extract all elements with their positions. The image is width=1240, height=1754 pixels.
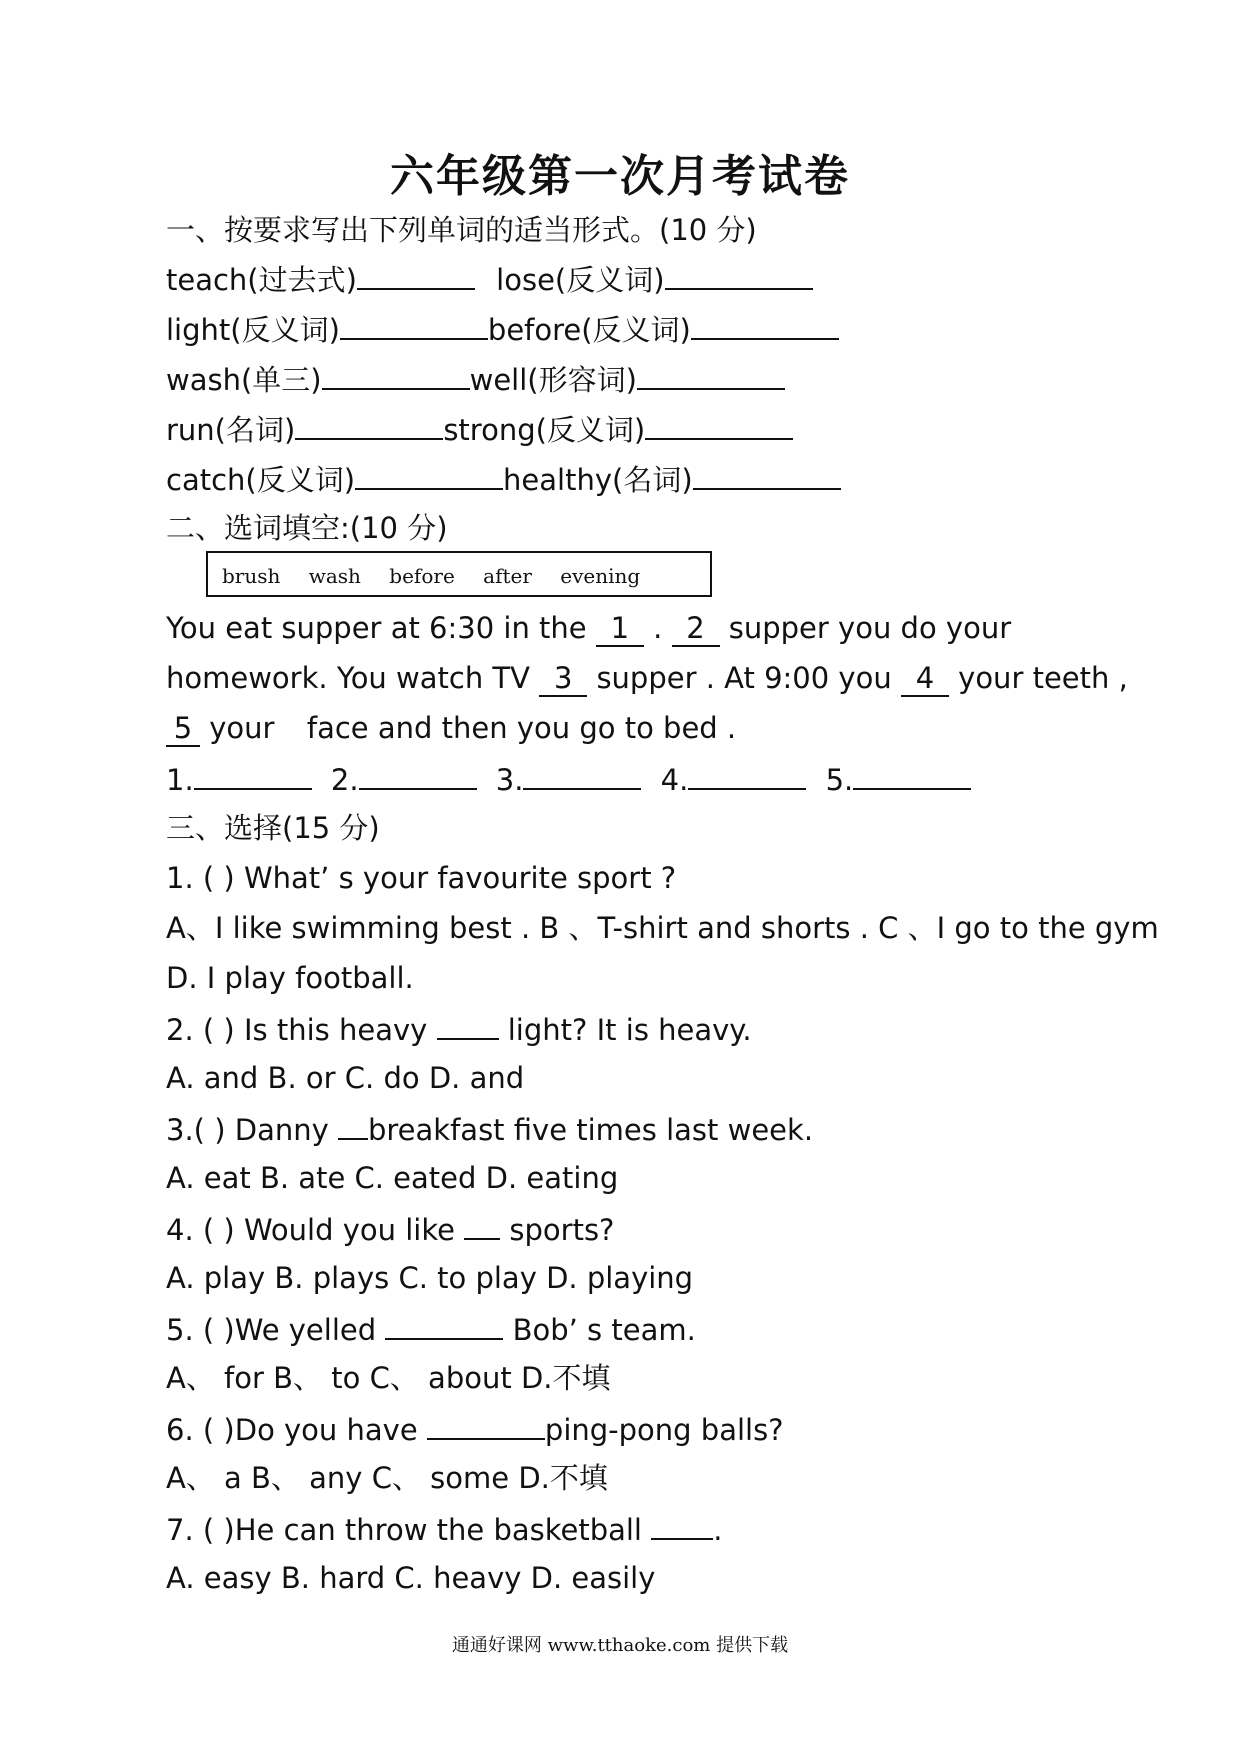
section1-row-3 (166, 358, 785, 400)
page-title: 六年级第一次月考试卷 (390, 151, 850, 202)
answer-blank[interactable] (691, 308, 839, 340)
question-text: 7. ( )He can throw the basketball (166, 1513, 642, 1547)
answer-blank[interactable] (693, 458, 841, 490)
question-5 (166, 1308, 696, 1350)
question-6 (166, 1408, 784, 1450)
passage-blank-4[interactable]: 4 (901, 661, 949, 697)
row2-word-a: light(反义词) (166, 313, 340, 347)
answer-label: 4. (660, 763, 689, 797)
passage-blank-3[interactable]: 3 (539, 661, 587, 697)
word-bank-item: evening (560, 564, 641, 588)
row5-word-a: catch(反义词) (166, 463, 356, 497)
answer-blank[interactable] (338, 1108, 368, 1140)
question-text: 6. ( )Do you have (166, 1413, 418, 1447)
answer-blank[interactable] (651, 1508, 713, 1540)
passage-line-2 (166, 658, 1128, 698)
question-1: 1. ( ) What’ s your favourite sport ? (166, 861, 677, 895)
answer-blank[interactable] (359, 758, 477, 790)
section1-row-1 (166, 258, 813, 300)
question-1-options-b: D. I play football. (166, 961, 414, 995)
row5-word-b: healthy(名词) (503, 463, 693, 497)
answer-blank[interactable] (295, 408, 443, 440)
question-text: light? It is heavy. (507, 1013, 752, 1047)
question-4-options: A. play B. plays C. to play D. playing (166, 1261, 694, 1295)
question-text: ping-pong balls? (544, 1413, 784, 1447)
answer-blank[interactable] (637, 358, 785, 390)
row4-word-b: strong(反义词) (443, 413, 646, 447)
passage-blank-1[interactable]: 1 (596, 611, 644, 647)
question-text: sports? (509, 1213, 615, 1247)
passage-text: homework. You watch TV (166, 661, 530, 695)
question-3 (166, 1108, 813, 1150)
answer-blank[interactable] (355, 458, 503, 490)
passage-text: your (209, 711, 275, 745)
answer-blank[interactable] (427, 1408, 545, 1440)
answer-label: 1. (166, 763, 194, 797)
answer-line (166, 758, 971, 800)
passage-line-1 (166, 608, 1011, 648)
question-6-options: A、 a B、 any C、 some D.不填 (166, 1461, 608, 1495)
row3-word-a: wash(单三) (166, 363, 322, 397)
passage-text: face and then you go to bed . (306, 711, 737, 745)
answer-label: 2. (330, 763, 359, 797)
row1-word-b: lose(反义词) (496, 263, 665, 297)
word-bank-item: after (483, 564, 532, 588)
answer-blank[interactable] (357, 258, 475, 290)
question-text: breakfast five times last week. (367, 1113, 814, 1147)
section1-heading: 一、按要求写出下列单词的适当形式。(10 分) (166, 213, 757, 247)
question-7 (166, 1508, 722, 1550)
question-text: . (713, 1513, 723, 1547)
passage-text: . (653, 611, 663, 645)
question-2 (166, 1008, 752, 1050)
answer-blank[interactable] (437, 1008, 499, 1040)
passage-text: supper . At 9:00 you (596, 661, 892, 695)
row3-word-b: well(形容词) (469, 363, 637, 397)
answer-blank[interactable] (523, 758, 641, 790)
answer-blank[interactable] (665, 258, 813, 290)
passage-blank-2[interactable]: 2 (672, 611, 720, 647)
section1-row-4 (166, 408, 793, 450)
passage-line-3 (166, 708, 736, 748)
answer-blank[interactable] (853, 758, 971, 790)
answer-blank[interactable] (645, 408, 793, 440)
question-3-options: A. eat B. ate C. eated D. eating (166, 1161, 619, 1195)
question-7-options: A. easy B. hard C. heavy D. easily (166, 1561, 656, 1595)
section3-heading: 三、选择(15 分) (166, 811, 380, 845)
word-bank-box (206, 551, 712, 597)
row4-word-a: run(名词) (166, 413, 296, 447)
row1-word-a: teach(过去式) (166, 263, 357, 297)
passage-text: supper you do your (728, 611, 1012, 645)
question-4 (166, 1208, 614, 1250)
question-1-options-a: A、I like swimming best . B 、T-shirt and shorts . C 、I go to the gym (166, 911, 1159, 945)
section2-heading: 二、选词填空:(10 分) (166, 511, 448, 545)
passage-blank-5[interactable]: 5 (166, 711, 200, 747)
answer-blank[interactable] (340, 308, 488, 340)
question-text: 5. ( )We yelled (166, 1313, 377, 1347)
question-text: 4. ( ) Would you like (166, 1213, 455, 1247)
word-bank-item: brush (222, 564, 281, 588)
question-text: 3.( ) Danny (166, 1113, 329, 1147)
answer-label: 3. (495, 763, 524, 797)
answer-blank[interactable] (322, 358, 470, 390)
section1-row-2 (166, 308, 839, 350)
answer-blank[interactable] (385, 1308, 503, 1340)
passage-text: your teeth , (958, 661, 1128, 695)
row2-word-b: before(反义词) (487, 313, 691, 347)
answer-blank[interactable] (688, 758, 806, 790)
question-5-options: A、 for B、 to C、 about D.不填 (166, 1361, 611, 1395)
section1-row-5 (166, 458, 841, 500)
question-text: 2. ( ) Is this heavy (166, 1013, 428, 1047)
answer-blank[interactable] (464, 1208, 500, 1240)
word-bank-item: wash (308, 564, 361, 588)
word-bank-item: before (389, 564, 455, 588)
answer-label: 5. (825, 763, 854, 797)
footer-source: 通通好课网 www.tthaoke.com 提供下载 (451, 1635, 789, 1656)
question-2-options: A. and B. or C. do D. and (166, 1061, 525, 1095)
answer-blank[interactable] (194, 758, 312, 790)
question-text: Bob’ s team. (512, 1313, 696, 1347)
passage-text: You eat supper at 6:30 in the (166, 611, 587, 645)
